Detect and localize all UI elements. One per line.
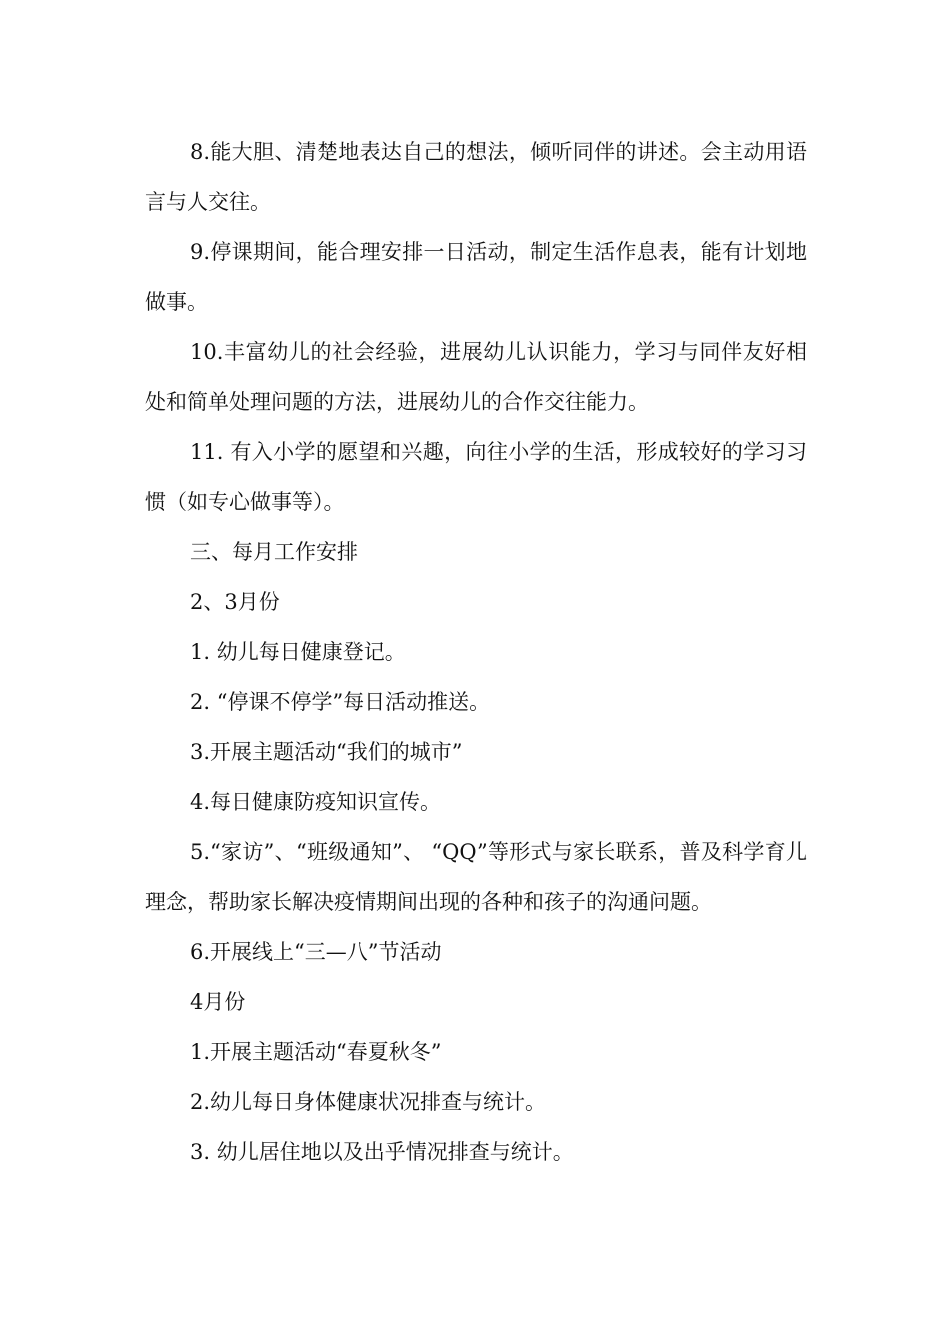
list-item: 2. “停课不停学”每日活动推送。 (190, 690, 491, 714)
list-item: 2.幼儿每日身体健康状况排查与统计。 (190, 1090, 547, 1114)
month-heading-feb-mar: 2、3月份 (190, 590, 280, 614)
paragraph-goal-8: 8.能大胆、清楚地表达自己的想法，倾听同伴的讲述。会主动用语言与人交往。 (145, 140, 807, 214)
paragraph-goal-11: 11. 有入小学的愿望和兴趣，向往小学的生活，形成较好的学习习惯（如专心做事等）。 (145, 440, 807, 514)
list-item: 3. 幼儿居住地以及出乎情况排查与统计。 (190, 1140, 574, 1164)
section-heading-monthly-plan: 三、每月工作安排 (190, 540, 358, 564)
paragraph-goal-9: 9.停课期间，能合理安排一日活动，制定生活作息表，能有计划地做事。 (145, 240, 807, 314)
list-item: 1. 幼儿每日健康登记。 (190, 640, 406, 664)
list-item: 6.开展线上“三—八”节活动 (190, 940, 442, 964)
list-item: 3.开展主题活动“我们的城市” (190, 740, 463, 764)
document-body (145, 127, 807, 1177)
list-item: 5.“家访”、“班级通知”、 “QQ”等形式与家长联系，普及科学育儿理念，帮助家长解决疫情期间出现的各种和孩子的沟通问题。 (145, 840, 807, 914)
list-item: 4.每日健康防疫知识宣传。 (190, 790, 442, 814)
list-item: 1.开展主题活动“春夏秋冬” (190, 1040, 442, 1064)
month-heading-apr: 4月份 (190, 990, 246, 1014)
paragraph-goal-10: 10.丰富幼儿的社会经验，进展幼儿认识能力，学习与同伴友好相处和简单处理问题的方法，进展幼儿的合作交往能力。 (145, 340, 807, 414)
